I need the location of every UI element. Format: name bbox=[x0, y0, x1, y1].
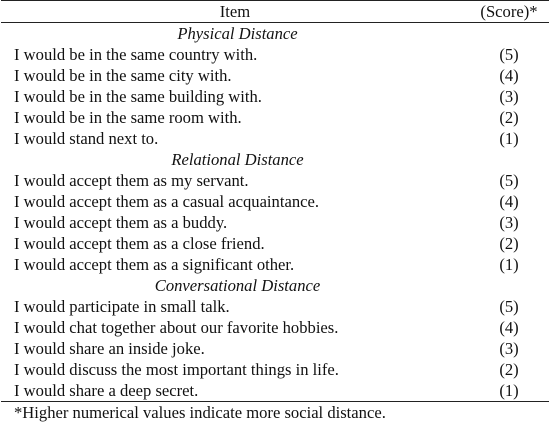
table-row bbox=[1, 44, 549, 65]
row-item: I would accept them as a casual acquaintance. bbox=[14, 192, 319, 211]
row-score: (4) bbox=[499, 192, 519, 211]
section-title bbox=[1, 23, 549, 44]
row-item: I would share an inside joke. bbox=[14, 339, 205, 358]
row-item: I would participate in small talk. bbox=[14, 297, 230, 316]
table-row bbox=[1, 338, 549, 359]
row-score: (4) bbox=[499, 318, 519, 337]
row-item: I would stand next to. bbox=[14, 129, 159, 148]
table-row bbox=[1, 254, 549, 275]
row-item: I would discuss the most important things in life. bbox=[14, 360, 339, 379]
row-score: (2) bbox=[499, 234, 519, 253]
table-row bbox=[1, 380, 549, 401]
table-row bbox=[1, 212, 549, 233]
row-score: (5) bbox=[499, 45, 519, 64]
table-row bbox=[1, 317, 549, 338]
row-score: (3) bbox=[499, 87, 519, 106]
section-title bbox=[1, 275, 549, 296]
row-score: (2) bbox=[499, 360, 519, 379]
row-item: I would accept them as my servant. bbox=[14, 171, 249, 190]
row-score: (3) bbox=[499, 213, 519, 232]
table-row bbox=[1, 296, 549, 317]
table-row bbox=[1, 170, 549, 191]
table-row bbox=[1, 191, 549, 212]
table-row bbox=[1, 65, 549, 86]
section-title-text: Physical Distance bbox=[177, 24, 298, 43]
row-item: I would accept them as a significant other. bbox=[14, 255, 295, 274]
section-title-text: Conversational Distance bbox=[154, 276, 321, 295]
table-footnote: *Higher numerical values indicate more social distance. bbox=[14, 403, 386, 422]
table-row bbox=[1, 233, 549, 254]
table-row bbox=[1, 359, 549, 380]
row-item: I would be in the same building with. bbox=[14, 87, 262, 106]
row-score: (1) bbox=[499, 129, 519, 148]
row-score: (5) bbox=[499, 171, 519, 190]
row-score: (2) bbox=[499, 108, 519, 127]
row-item: I would be in the same room with. bbox=[14, 108, 242, 127]
table-header bbox=[1, 1, 549, 22]
row-score: (4) bbox=[499, 66, 519, 85]
row-item: I would chat together about our favorite hobbies. bbox=[14, 318, 339, 337]
header-score: (Score)* bbox=[480, 2, 538, 21]
table-body bbox=[1, 23, 549, 401]
row-item: I would share a deep secret. bbox=[14, 381, 199, 400]
table-row bbox=[1, 128, 549, 149]
social-distance-table bbox=[1, 0, 549, 423]
row-item: I would accept them as a buddy. bbox=[14, 213, 228, 232]
section-title-text: Relational Distance bbox=[171, 150, 304, 169]
table-row bbox=[1, 107, 549, 128]
header-item: Item bbox=[219, 2, 251, 21]
row-score: (3) bbox=[499, 339, 519, 358]
row-score: (5) bbox=[499, 297, 519, 316]
row-score: (1) bbox=[499, 255, 519, 274]
table-row bbox=[1, 86, 549, 107]
row-score: (1) bbox=[499, 381, 519, 400]
row-item: I would be in the same city with. bbox=[14, 66, 232, 85]
row-item: I would accept them as a close friend. bbox=[14, 234, 265, 253]
section-title bbox=[1, 149, 549, 170]
row-item: I would be in the same country with. bbox=[14, 45, 258, 64]
